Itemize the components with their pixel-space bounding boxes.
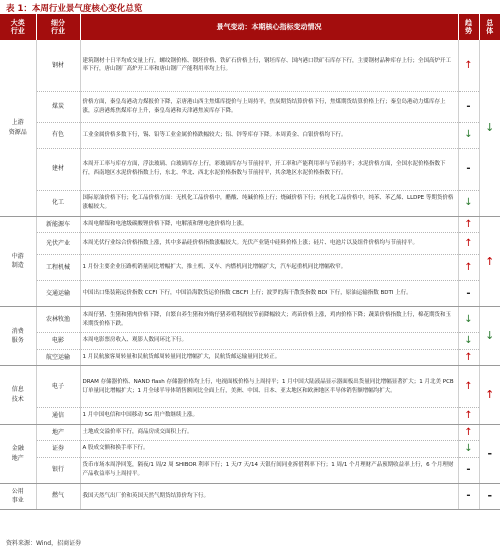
table-row	[0, 216, 500, 233]
change-description: 土地成交溢价率下行，商品房成交面积上行。	[80, 424, 458, 441]
change-description: 1 月中国电信和中国移动 5G 用户数继续上涨。	[80, 408, 458, 425]
overall-indicator: -	[479, 483, 500, 509]
overall-indicator: -	[479, 424, 500, 483]
overall-indicator: ↑	[479, 366, 500, 425]
category-cell: 中游 制造	[0, 216, 36, 307]
change-description: 1 月民航旅客周转量和民航货邮周转量同比增幅扩大，民航货邮运输量同比转正。	[80, 349, 458, 366]
header-trend: 趋 势	[458, 14, 479, 40]
trend-indicator: -	[458, 148, 479, 190]
table-row	[0, 307, 500, 333]
industry-cell: 证券	[36, 441, 80, 458]
table-row	[0, 457, 500, 483]
category-cell: 消费 服务	[0, 307, 36, 366]
change-description: 本周电影票房收入、观影人数同环比下行。	[80, 333, 458, 350]
change-description: 货币市场本周净回笼，隔夜/1 周/2 周 SHIBOR 利率下行；1 天/7 天/14 天银行间同业拆借利率下行；1 周/1 个月理财产品预期收益率上行，6 个月理财产品收益率与上周持平。	[80, 457, 458, 483]
industry-cell: 通信	[36, 408, 80, 425]
industry-cell: 地产	[36, 424, 80, 441]
table-row	[0, 40, 500, 91]
trend-indicator: ↓	[458, 441, 479, 458]
industry-cell: 化工	[36, 190, 80, 216]
industry-cell: 电子	[36, 366, 80, 408]
overall-indicator: ↓	[479, 40, 500, 216]
industry-cell: 工程机械	[36, 255, 80, 281]
trend-indicator: ↓	[458, 333, 479, 350]
trend-indicator: ↑	[458, 255, 479, 281]
overall-indicator: ↓	[479, 307, 500, 366]
trend-indicator: -	[458, 91, 479, 122]
header-category: 大类 行业	[0, 14, 36, 40]
header-industry: 细分 行业	[36, 14, 80, 40]
trend-indicator: ↓	[458, 122, 479, 148]
change-description: A 股成交额和换手率下行。	[80, 441, 458, 458]
header-total: 总 体	[479, 14, 500, 40]
overall-indicator: ↑	[479, 216, 500, 307]
table-row	[0, 441, 500, 458]
change-description: 本周仔猪、生猪和猪肉价格下降，自繁自养生猪和外购仔猪养殖利润较节前降幅较大；鸡苗价格上涨，鸡肉价格下降；蔬菜价格指数上行，棉花期货和玉米期货价格下跌。	[80, 307, 458, 333]
change-description: 本周电解镍和电池级碳酸锂价格下降，电解液和锂电池价格均上涨。	[80, 216, 458, 233]
industry-cell: 电影	[36, 333, 80, 350]
table-row	[0, 233, 500, 255]
trend-indicator: ↓	[458, 190, 479, 216]
table-row	[0, 91, 500, 122]
category-cell: 金融 地产	[0, 424, 36, 483]
trend-indicator: -	[458, 483, 479, 509]
industry-cell: 钢材	[36, 40, 80, 91]
trend-indicator: ↑	[458, 349, 479, 366]
table-row	[0, 483, 500, 509]
source-note: 资料来源：Wind，招商证券	[6, 540, 82, 547]
trend-indicator: -	[458, 457, 479, 483]
industry-cell: 银行	[36, 457, 80, 483]
change-description: DRAM 存储器价格、NAND flash 存储器价格均上行，电视面板价格与上周持平；1 月中国大陆液晶显示器面板出货量同比增幅显著扩大；1 月北美 PCB 订单量同比增幅扩大；1 月全球半导体销售额同比全面上行，美洲、中国、日本、亚太地区和欧洲地区半导体销售额增幅均扩大。	[80, 366, 458, 408]
trend-indicator: -	[458, 281, 479, 307]
category-cell: 上游 资源品	[0, 40, 36, 216]
trend-indicator: ↑	[458, 424, 479, 441]
category-cell: 公用 事业	[0, 483, 36, 509]
industry-overview-table	[0, 14, 500, 510]
trend-indicator: ↑	[458, 40, 479, 91]
table-row	[0, 255, 500, 281]
table-row	[0, 148, 500, 190]
category-cell: 信息 技术	[0, 366, 36, 425]
change-description: 建筑钢材十日平均成交量上行，螺纹钢价格、钢坯价格、铁矿石价格上行，钢坯库存、国内港口铁矿石库存下行，主要钢材品种库存上行；全国高炉开工率下行，唐山钢厂高炉开工率和唐山钢厂产能利用率均上行。	[80, 40, 458, 91]
industry-cell: 燃气	[36, 483, 80, 509]
table-row	[0, 408, 500, 425]
table-body	[0, 40, 500, 509]
industry-cell: 农林牧渔	[36, 307, 80, 333]
industry-cell: 建材	[36, 148, 80, 190]
table-title: 表 1：本周行业景气度核心变化总览	[6, 4, 143, 14]
trend-indicator: ↑	[458, 408, 479, 425]
change-description: 中国出口集装箱运价指数 CCFI 下行，中国沿海散货运价指数 CBCFI 上行；波罗的海干散货指数 BDI 下行，原油运输指数 BDTI 上行。	[80, 281, 458, 307]
industry-cell: 航空运输	[36, 349, 80, 366]
change-description: 本周光伏行业综合价格指数上涨，其中多晶硅价格指数涨幅较大。光伏产业链中硅料价格上涨；硅片、电池片以及组件价格均与节前持平。	[80, 233, 458, 255]
industry-cell: 新能源车	[36, 216, 80, 233]
change-description: 国际原油价格下行；化工品价格方面：无机化工品价格中，醋酸、纯碱价格上行；烧碱价格下行；有机化工品价格中，纯苯、苯乙烯、LLDPE 等期货价格涨幅较大。	[80, 190, 458, 216]
table-row	[0, 349, 500, 366]
table-row	[0, 281, 500, 307]
industry-cell: 光伏产业	[36, 233, 80, 255]
change-description: 价格方面，秦皇岛港动力煤报价下降，京唐港山西主焦煤库提价与上周持平，焦炭期货结算价格下行，焦煤期货结算价格上行；秦皇岛港动力煤库存上涨，京唐港炼焦煤库存上升，秦皇岛港和天津港焦炭库存下降。	[80, 91, 458, 122]
industry-cell: 煤炭	[36, 91, 80, 122]
trend-indicator: ↓	[458, 307, 479, 333]
table-row	[0, 122, 500, 148]
change-description: 本周开工率与库存方面，浮法玻璃、白玻璃库存上行，彩玻璃库存与节前持平，开工率和产能利用率与节前持平；水泥价格方面，全国水泥价格指数下行，西南地区水泥价格指数上行，东北、华北、西北水泥价格指数与节前持平，其余地区水泥价格指数下行。	[80, 148, 458, 190]
table-row	[0, 366, 500, 408]
trend-indicator: ↑	[458, 233, 479, 255]
table-row	[0, 424, 500, 441]
industry-cell: 交通运输	[36, 281, 80, 307]
change-description: 工业金属价格多数下行，锡、铅等工业金属价格跌幅较大；铝、锌等库存下降。本周黄金、白银价格均下行。	[80, 122, 458, 148]
trend-indicator: ↑	[458, 216, 479, 233]
trend-indicator: ↑	[458, 366, 479, 408]
table-row	[0, 333, 500, 350]
header-change: 景气变动：本期核心指标变动情况	[80, 14, 458, 40]
table-header-row	[0, 14, 500, 40]
change-description: 我国天然气出厂价和英国天然气期货结算价均下行。	[80, 483, 458, 509]
table-row	[0, 190, 500, 216]
industry-cell: 有色	[36, 122, 80, 148]
change-description: 1 月份主要企业压路机销量同比增幅扩大，推土机、叉车、内燃机同比增幅扩大，汽车起重机同比增幅收窄。	[80, 255, 458, 281]
